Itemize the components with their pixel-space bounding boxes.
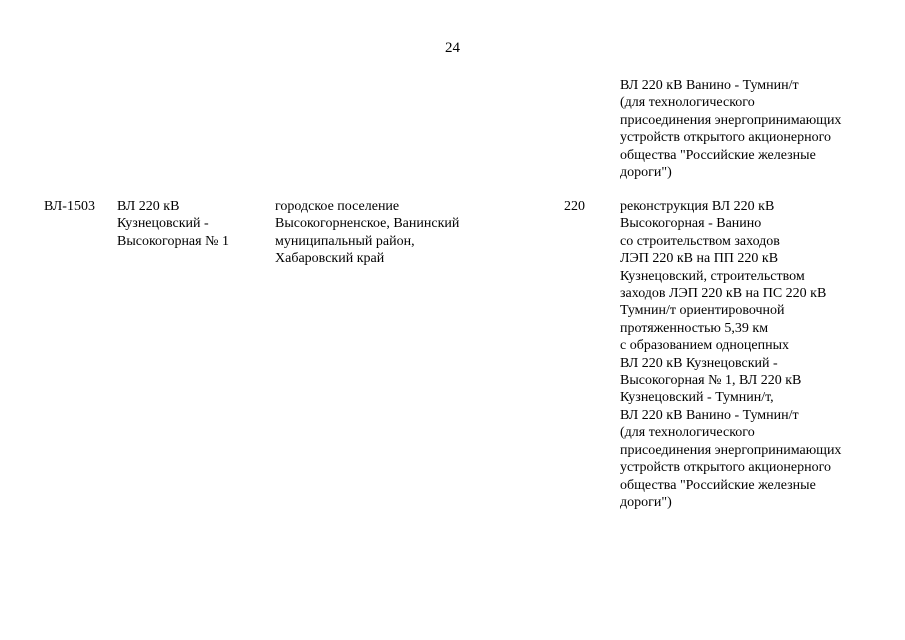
object-voltage: 220 xyxy=(564,199,585,214)
object-location: городское поселение Высокогорненское, Ванинский муниципальный район, Хабаровский край xyxy=(275,199,460,267)
continued-description: ВЛ 220 кВ Ванино - Тумнин/т (для технологического присоединения энергопринимающих устройств открытого акционерного общества "Российские железные дороги") xyxy=(620,78,842,181)
object-description: реконструкция ВЛ 220 кВ Высокогорная - Ванино со строительством заходов ЛЭП 220 кВ на ПП 220 кВ Кузнецовский, строительством заходов ЛЭП 220 кВ на ПС 220 кВ Тумнин/т ориентировочной протяженностью 5,39 км с образованием одноцепных ВЛ 220 кВ Кузнецовский - Высокогорная № 1, ВЛ 220 кВ Кузнецовский - Тумнин/т, ВЛ 220 кВ Ванино - Тумнин/т (для технологического присоединения энергопринимающих устройств открытого акционерного общества "Российские железные дороги") xyxy=(620,199,842,510)
object-name: ВЛ 220 кВ Кузнецовский - Высокогорная № 1 xyxy=(117,199,229,249)
object-code: ВЛ-1503 xyxy=(44,199,95,214)
page-number: 24 xyxy=(445,40,460,56)
